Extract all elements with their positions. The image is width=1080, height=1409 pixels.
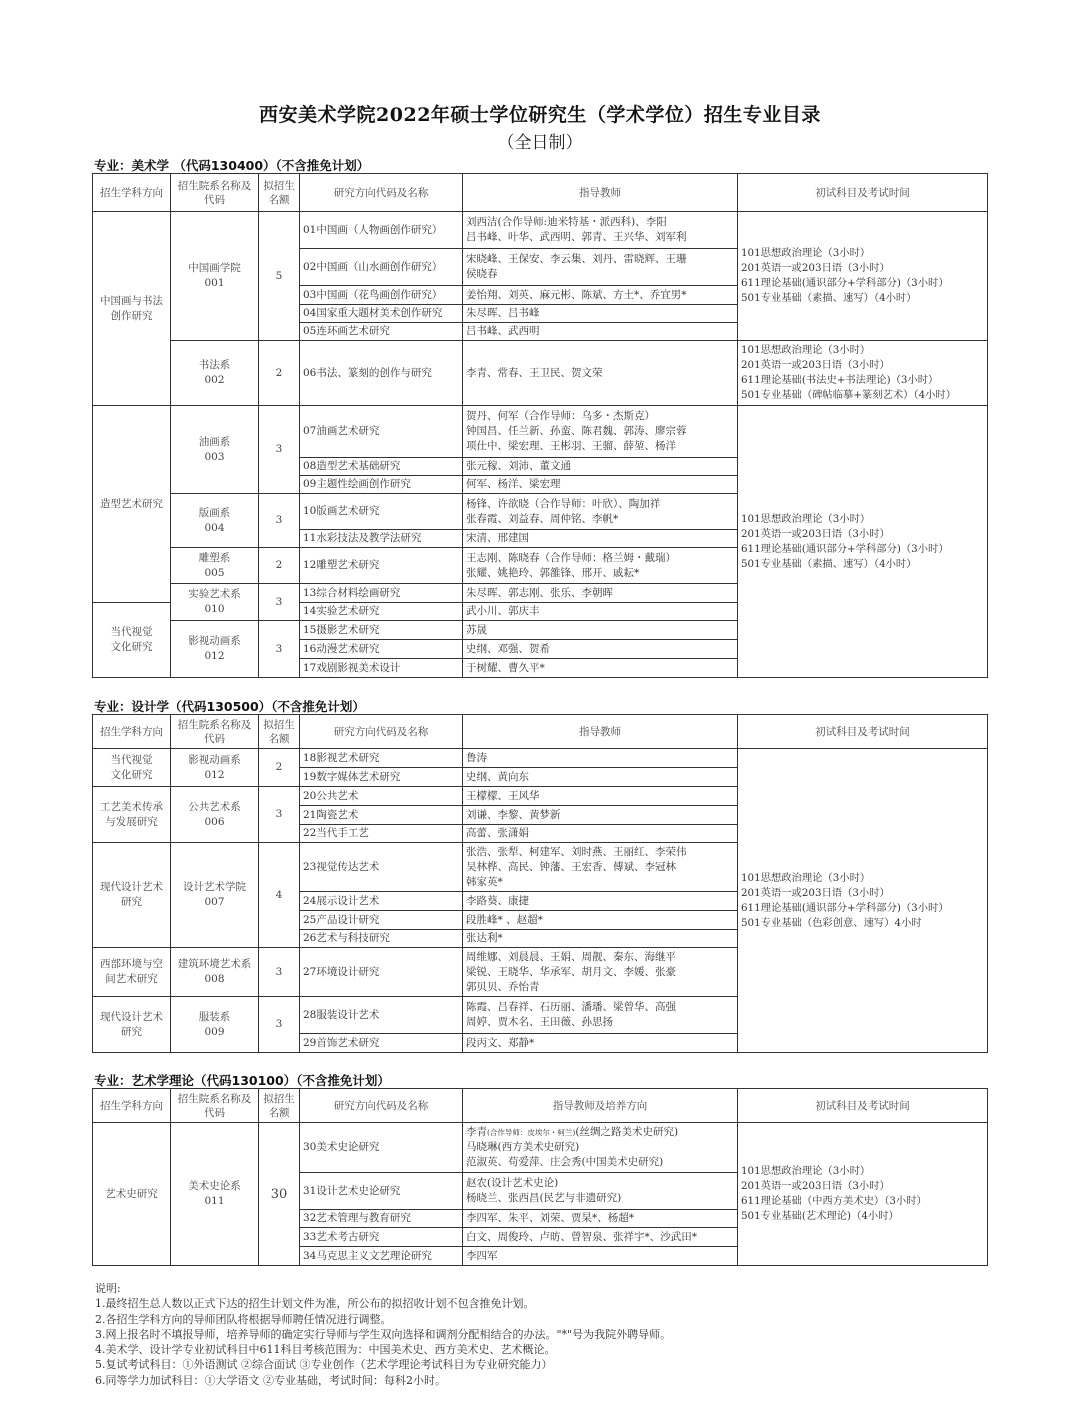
research-cell: 02中国画（山水画创作研究） — [300, 249, 463, 286]
section-heading-design: 专业：设计学（代码130500）（不含推免计划） — [94, 699, 365, 714]
direction-cell: 艺术史研究 — [93, 1123, 171, 1266]
dept-cell: 建筑环境艺术系 008 — [171, 948, 259, 997]
research-cell: 17戏剧影视美术设计 — [300, 659, 463, 678]
research-cell: 11水彩技法及教学法研究 — [300, 530, 463, 548]
note-item: 5.复试考试科目：①外语测试 ②综合面试 ③专业创作（艺术学理论考试科目为专业研究能力） — [95, 1358, 553, 1372]
supervisors-cell: 段丙文、郑静* — [463, 1034, 738, 1053]
exam-cell: 101思想政治理论（3小时） 201英语一或203日语（3小时） 611理论基础(书法史+书法理论)（3小时） 501专业基础（碑帖临摹+篆刻艺术）（4小时） — [738, 341, 988, 406]
dept-cell: 服装系 009 — [171, 997, 259, 1053]
dept-cell: 书法系 002 — [171, 341, 259, 406]
direction-cell: 现代设计艺术 研究 — [93, 843, 171, 948]
quota-cell: 3 — [259, 494, 300, 548]
supervisors-cell: 李四军、朱平、刘荣、贾杲*、杨超* — [463, 1210, 738, 1228]
research-cell: 28服装设计艺术 — [300, 997, 463, 1034]
note-item: 6.同等学力加试科目：①大学语文 ②专业基础，考试时间：每科2小时。 — [95, 1373, 446, 1387]
quota-cell: 3 — [259, 406, 300, 494]
supervisors-cell: 周维娜、刘晨晨、王娟、周靓、秦东、海继平 梁锐、王晓华、华承军、胡月文、李媛、张豪 郭贝贝、乔怡青 — [463, 948, 738, 997]
research-cell: 31设计艺术史论研究 — [300, 1173, 463, 1210]
quota-cell: 30 — [259, 1123, 300, 1266]
dept-cell: 油画系 003 — [171, 406, 259, 494]
research-cell: 16动漫艺术研究 — [300, 640, 463, 659]
supervisors-cell: 姜怡翔、刘英、麻元彬、陈斌、方土*、乔宜男* — [463, 286, 738, 305]
note-item: 4.美术学、设计学专业初试科目中611科目考核范围为：中国美术史、西方美术史、艺术概论。 — [95, 1343, 556, 1357]
header-quota: 拟招生 名额 — [259, 174, 300, 212]
supervisors-cell: 张达利* — [463, 930, 738, 948]
header-supervisors: 指导教师 — [463, 174, 738, 212]
header-supervisors: 指导教师及培养方向 — [463, 1089, 738, 1123]
research-cell: 24展示设计艺术 — [300, 892, 463, 911]
supervisors-cell: 何军、杨洋、梁宏理 — [463, 476, 738, 494]
research-cell: 32艺术管理与教育研究 — [300, 1210, 463, 1228]
supervisors-cell: 李路葵、康捷 — [463, 892, 738, 911]
notes-heading: 说明: — [95, 1282, 121, 1295]
supervisors-cell: 王檬檬、王风华 — [463, 787, 738, 806]
research-cell: 06书法、篆刻的创作与研究 — [300, 341, 463, 406]
table-row — [93, 406, 988, 458]
research-cell: 33艺术考古研究 — [300, 1228, 463, 1247]
direction-cell: 工艺美术传承 与发展研究 — [93, 787, 171, 843]
document-title: 西安美术学院2022年硕士学位研究生（学术学位）招生专业目录 — [259, 104, 821, 126]
supervisors-cell: 鲁涛 — [463, 749, 738, 768]
research-cell: 03中国画（花鸟画创作研究） — [300, 286, 463, 305]
table-row — [93, 749, 988, 768]
supervisors-cell: 李青、常春、王卫民、贺文荣 — [463, 341, 738, 406]
supervisors-cell: 陈霞、吕春祥、石历丽、潘璠、梁曾华、高强 周婷、贾木名、王田薇、孙思扬 — [463, 997, 738, 1034]
header-dept: 招生院系名称及 代码 — [171, 1089, 259, 1123]
direction-cell: 西部环境与空 间艺术研究 — [93, 948, 171, 997]
header-research: 研究方向代码及名称 — [300, 174, 463, 212]
supervisors-cell: 武小川、郭庆丰 — [463, 603, 738, 621]
quota-cell: 3 — [259, 787, 300, 843]
supervisors-cell: 贺丹、何军（合作导师：乌多・杰斯克） 钟国昌、任兰新、孙蛮、陈君魏、郭涛、廖宗蓉 项仕中、梁宏理、王彬羽、王骝、薛堃、杨洋 — [463, 406, 738, 458]
research-cell: 09主题性绘画创作研究 — [300, 476, 463, 494]
supervisors-cell: 吕书峰、武西明 — [463, 323, 738, 341]
research-cell: 04国家重大题材美术创作研究 — [300, 305, 463, 323]
catalog-table-art-theory — [92, 1088, 988, 1266]
note-item: 3.网上报名时不填报导师，培养导师的确定实行导师与学生双向选择和调剂分配相结合的办法。"*"号为我院外聘导师。 — [95, 1327, 672, 1341]
header-quota: 拟招生 名额 — [259, 715, 300, 749]
header-exam: 初试科目及考试时间 — [738, 174, 988, 212]
supervisors-cell: 赵农(设计艺术史论) 杨晓兰、张西昌(民艺与非遗研究) — [463, 1173, 738, 1210]
direction-cell: 中国画与书法 创作研究 — [93, 212, 171, 406]
research-cell: 13综合材料绘画研究 — [300, 584, 463, 603]
dept-cell: 雕塑系 005 — [171, 548, 259, 584]
quota-cell: 4 — [259, 843, 300, 948]
catalog-table-fine-arts — [92, 173, 988, 678]
quota-cell: 2 — [259, 341, 300, 406]
table-header-row — [93, 174, 988, 212]
supervisors-cell: 朱尽晖、郭志刚、张乐、李朝晖 — [463, 584, 738, 603]
research-cell: 19数字媒体艺术研究 — [300, 768, 463, 787]
quota-cell: 2 — [259, 548, 300, 584]
header-research: 研究方向代码及名称 — [300, 1089, 463, 1123]
research-cell: 07油画艺术研究 — [300, 406, 463, 458]
header-dept: 招生院系名称及 代码 — [171, 174, 259, 212]
table-row — [93, 341, 988, 406]
supervisors-cell: 李青(合作导师：皮埃尔・柯兰)(丝绸之路美术史研究) 马晓琳(西方美术史研究) 范淑英、苟爱萍、庄会秀(中国美术史研究) — [463, 1123, 738, 1173]
supervisors-cell: 于树耀、曹久平* — [463, 659, 738, 678]
direction-cell: 造型艺术研究 — [93, 406, 171, 603]
table-header-row — [93, 1089, 988, 1123]
supervisors-cell: 高蕾、张潇娟 — [463, 825, 738, 843]
dept-cell: 中国画学院 001 — [171, 212, 259, 341]
header-exam: 初试科目及考试时间 — [738, 1089, 988, 1123]
header-exam: 初试科目及考试时间 — [738, 715, 988, 749]
research-cell: 12雕塑艺术研究 — [300, 548, 463, 584]
catalog-table-design — [92, 714, 988, 1053]
supervisors-cell: 朱尽晖、吕书峰 — [463, 305, 738, 323]
document-subtitle: （全日制） — [497, 133, 583, 153]
supervisors-cell: 张元稼、刘沛、董文通 — [463, 458, 738, 476]
research-cell: 23视觉传达艺术 — [300, 843, 463, 892]
research-cell: 29首饰艺术研究 — [300, 1034, 463, 1053]
research-cell: 10版画艺术研究 — [300, 494, 463, 530]
research-cell: 26艺术与科技研究 — [300, 930, 463, 948]
research-cell: 08造型艺术基础研究 — [300, 458, 463, 476]
dept-cell: 公共艺术系 006 — [171, 787, 259, 843]
research-cell: 15摄影艺术研究 — [300, 621, 463, 640]
header-dept: 招生院系名称及 代码 — [171, 715, 259, 749]
supervisors-cell: 张浩、张犁、柯建军、刘时燕、王丽红、李荣伟 吴林桦、高民、钟藩、王宏香、傅斌、李冠林 韩家英* — [463, 843, 738, 892]
supervisors-cell: 史纲、黄向东 — [463, 768, 738, 787]
supervisors-cell: 刘谦、李黎、黄梦新 — [463, 806, 738, 825]
supervisors-cell: 宋晓峰、王保安、李云集、刘丹、雷晓辉、王珊 侯晓春 — [463, 249, 738, 286]
research-cell: 01中国画（人物画创作研究） — [300, 212, 463, 249]
dept-cell: 版画系 004 — [171, 494, 259, 548]
research-cell: 22当代手工艺 — [300, 825, 463, 843]
research-cell: 25产品设计研究 — [300, 911, 463, 930]
dept-cell: 设计艺术学院 007 — [171, 843, 259, 948]
research-cell: 14实验艺术研究 — [300, 603, 463, 621]
quota-cell: 3 — [259, 948, 300, 997]
table-row — [93, 1123, 988, 1173]
table-header-row — [93, 715, 988, 749]
research-cell: 18影视艺术研究 — [300, 749, 463, 768]
dept-cell: 实验艺术系 010 — [171, 584, 259, 621]
research-cell: 05连环画艺术研究 — [300, 323, 463, 341]
header-research: 研究方向代码及名称 — [300, 715, 463, 749]
section-heading-art-theory: 专业：艺术学理论（代码130100）（不含推免计划） — [94, 1073, 390, 1088]
exam-cell: 101思想政治理论（3小时） 201英语一或203日语（3小时） 611理论基础（中西方美术史）（3小时） 501专业基础(艺术理论)（4小时） — [738, 1123, 988, 1266]
header-direction: 招生学科方向 — [93, 1089, 171, 1123]
research-cell: 27环境设计研究 — [300, 948, 463, 997]
supervisors-cell: 王志刚、陈晓春（合作导师：格兰姆・戴瑞） 张耀、姚艳玲、郭雒锋、邢开、戚耘* — [463, 548, 738, 584]
dept-cell: 美术史论系 011 — [171, 1123, 259, 1266]
research-cell: 30美术史论研究 — [300, 1123, 463, 1173]
direction-cell: 当代视觉 文化研究 — [93, 749, 171, 787]
supervisors-cell: 李四军 — [463, 1247, 738, 1266]
note-item: 1.最终招生总人数以正式下达的招生计划文件为准，所公布的拟招收计划不包含推免计划。 — [95, 1297, 535, 1311]
dept-cell: 影视动画系 012 — [171, 621, 259, 678]
supervisors-cell: 史纲、邓强、贺希 — [463, 640, 738, 659]
notes-block — [95, 1281, 671, 1388]
supervisors-cell: 宋清、邢建国 — [463, 530, 738, 548]
header-supervisors: 指导教师 — [463, 715, 738, 749]
quota-cell: 2 — [259, 749, 300, 787]
note-item: 2.各招生学科方向的导师团队将根据导师聘任情况进行调整。 — [95, 1312, 392, 1326]
exam-cell: 101思想政治理论（3小时） 201英语一或203日语（3小时） 611理论基础(通识部分+学科部分)（3小时） 501专业基础（色彩创意、速写）4小时 — [738, 749, 988, 1053]
header-direction: 招生学科方向 — [93, 174, 171, 212]
supervisors-cell: 杨锋、许欲晓（合作导师：叶欣）、陶加祥 张春霞、刘益春、周仲铭、李帆* — [463, 494, 738, 530]
quota-cell: 3 — [259, 997, 300, 1053]
quota-cell: 3 — [259, 621, 300, 678]
research-cell: 20公共艺术 — [300, 787, 463, 806]
supervisors-cell: 白文、周俊玲、卢昉、曾智泉、张祥宇*、沙武田* — [463, 1228, 738, 1247]
supervisors-cell: 刘西洁(合作导师:迪米特基・派西科)、李阳 吕书峰、叶华、武西明、郭青、王兴华、刘军利 — [463, 212, 738, 249]
research-cell: 21陶瓷艺术 — [300, 806, 463, 825]
header-quota: 拟招生 名额 — [259, 1089, 300, 1123]
direction-cell: 现代设计艺术 研究 — [93, 997, 171, 1053]
research-cell: 34马克思主义文艺理论研究 — [300, 1247, 463, 1266]
header-direction: 招生学科方向 — [93, 715, 171, 749]
section-heading-fine-arts: 专业：美术学 （代码130400）（不含推免计划） — [94, 158, 370, 173]
quota-cell: 5 — [259, 212, 300, 341]
exam-cell: 101思想政治理论（3小时） 201英语一或203日语（3小时） 611理论基础(通识部分+学科部分)（3小时） 501专业基础（素描、速写）（4小时） — [738, 406, 988, 678]
table-row — [93, 212, 988, 249]
supervisors-cell: 段胜峰* 、赵超* — [463, 911, 738, 930]
dept-cell: 影视动画系 012 — [171, 749, 259, 787]
direction-cell: 当代视觉 文化研究 — [93, 603, 171, 678]
supervisors-cell: 苏晟 — [463, 621, 738, 640]
quota-cell: 3 — [259, 584, 300, 621]
exam-cell: 101思想政治理论（3小时） 201英语一或203日语（3小时） 611理论基础(通识部分+学科部分)（3小时） 501专业基础（素描、速写）（4小时） — [738, 212, 988, 341]
